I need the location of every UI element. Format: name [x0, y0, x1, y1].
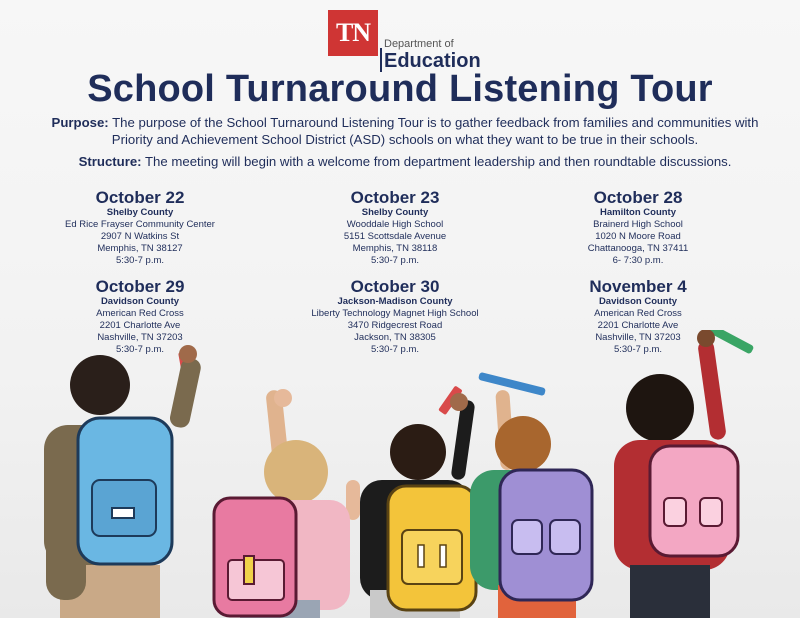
event-time: 5:30-7 p.m. — [613, 344, 663, 355]
child-figure — [214, 389, 360, 618]
child-figure — [614, 330, 738, 618]
structure-text: The meeting will begin with a welcome from department leadership and then roundtable discussions. — [141, 154, 732, 169]
event-date: November 4 — [589, 277, 687, 296]
event-county: Hamilton County — [600, 207, 676, 218]
event-address: 5151 Scottsdale Avenue — [343, 231, 447, 242]
event-date: October 23 — [350, 188, 440, 207]
event-venue: Ed Rice Frayser Community Center — [65, 219, 215, 230]
event-time: 5:30-7 p.m. — [370, 344, 420, 355]
event-venue: American Red Cross — [96, 308, 184, 319]
event-venue: American Red Cross — [594, 308, 682, 319]
event-county: Davidson County — [598, 296, 678, 307]
structure-label: Structure: — [78, 154, 142, 169]
event-card — [285, 188, 505, 267]
child-figure — [360, 393, 476, 618]
child-figure — [470, 390, 592, 618]
event-city: Memphis, TN 38127 — [97, 243, 183, 254]
event-time: 5:30-7 p.m. — [370, 255, 420, 266]
event-date: October 29 — [95, 277, 185, 296]
child-figure — [44, 345, 202, 618]
pink-backpack-icon — [650, 446, 738, 556]
event-date: October 22 — [95, 188, 185, 207]
event-time: 5:30-7 p.m. — [115, 255, 165, 266]
event-city: Nashville, TN 37203 — [97, 332, 183, 343]
blue-crayon-icon — [478, 372, 546, 396]
event-venue: Liberty Technology Magnet High School — [311, 308, 479, 319]
purple-backpack-icon — [500, 470, 592, 600]
event-card — [528, 188, 748, 267]
event-venue: Wooddale High School — [346, 219, 444, 230]
event-card — [30, 188, 250, 267]
event-address: 2201 Charlotte Ave — [597, 320, 679, 331]
yellow-backpack-icon — [388, 486, 476, 610]
blue-backpack-icon — [78, 418, 172, 564]
event-county: Jackson-Madison County — [337, 296, 453, 307]
event-city: Chattanooga, TN 37411 — [587, 243, 689, 254]
page-title: School Turnaround Listening Tour — [87, 68, 713, 110]
event-city: Memphis, TN 38118 — [352, 243, 438, 254]
pink-backpack-icon — [214, 498, 296, 616]
event-venue: Brainerd High School — [593, 219, 683, 230]
event-address: 1020 N Moore Road — [595, 231, 681, 242]
logo-education-text: Education — [384, 50, 481, 72]
event-date: October 30 — [350, 277, 440, 296]
logo-department-text: Department of — [384, 38, 454, 50]
event-address: 2907 N Watkins St — [100, 231, 180, 242]
event-time: 6- 7:30 p.m. — [612, 255, 664, 266]
structure-paragraph — [40, 153, 770, 170]
purpose-text: The purpose of the School Turnaround Listening Tour is to gather feedback from families and communities with Priority and Achievement School District (ASD) schools on what they want to be true in their schools. — [108, 115, 759, 147]
purpose-label: Purpose: — [51, 115, 109, 130]
event-county: Davidson County — [100, 296, 180, 307]
tn-logo-mark: TN — [328, 10, 378, 56]
event-time: 5:30-7 p.m. — [115, 344, 165, 355]
event-county: Shelby County — [361, 207, 429, 218]
event-county: Shelby County — [106, 207, 174, 218]
purpose-paragraph — [40, 114, 770, 148]
event-city: Jackson, TN 38305 — [354, 332, 436, 343]
event-date: October 28 — [593, 188, 683, 207]
event-address: 2201 Charlotte Ave — [99, 320, 181, 331]
tn-department-of-education-logo — [328, 10, 488, 72]
children-backpacks-illustration — [0, 330, 800, 618]
event-city: Nashville, TN 37203 — [595, 332, 681, 343]
event-address: 3470 Ridgecrest Road — [347, 320, 443, 331]
